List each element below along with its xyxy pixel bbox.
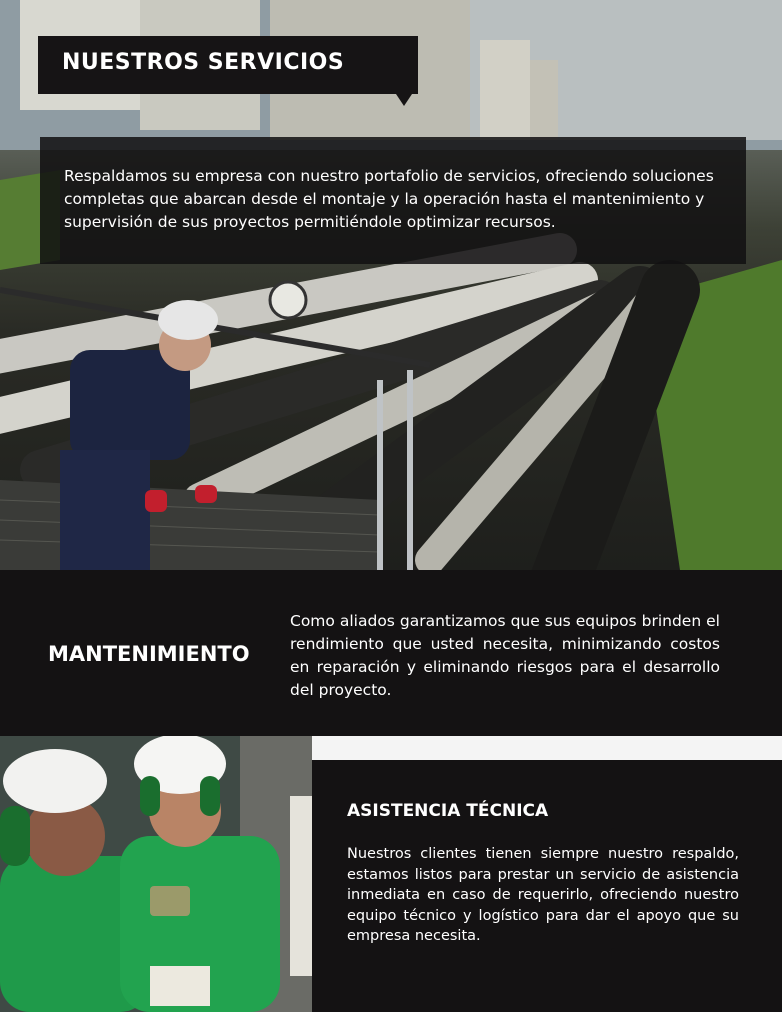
technicians-photo (0, 736, 312, 1012)
asistencia-section (312, 760, 782, 1012)
intro-text: Respaldamos su empresa con nuestro portafolio de servicios, ofreciendo soluciones completas que abarcan desde el montaje y la operación hasta el mantenimiento y supervisión de sus proyectos permitiéndole optimizar recursos. (64, 167, 714, 231)
section-divider (312, 736, 782, 760)
mantenimiento-title: MANTENIMIENTO (48, 642, 250, 666)
intro-box (40, 137, 746, 264)
asistencia-text: Nuestros clientes tienen siempre nuestro respaldo, estamos listos para prestar un servicio de asistencia inmediata en caso de requerirlo, ofreciendo nuestro equipo técnico y logístico para dar el apoyo que su empresa necesita. (347, 846, 739, 944)
mantenimiento-text: Como aliados garantizamos que sus equipos brinden el rendimiento que usted necesita, minimizando costos en reparación y eliminando riesgos para el desarrollo del proyecto. (290, 612, 720, 699)
technicians-illustration (0, 736, 312, 1012)
mantenimiento-section (0, 570, 782, 734)
title-notch (396, 94, 412, 106)
page-title: NUESTROS SERVICIOS (62, 50, 345, 75)
section-title-box (38, 36, 418, 94)
asistencia-title: ASISTENCIA TÉCNICA (347, 801, 549, 821)
